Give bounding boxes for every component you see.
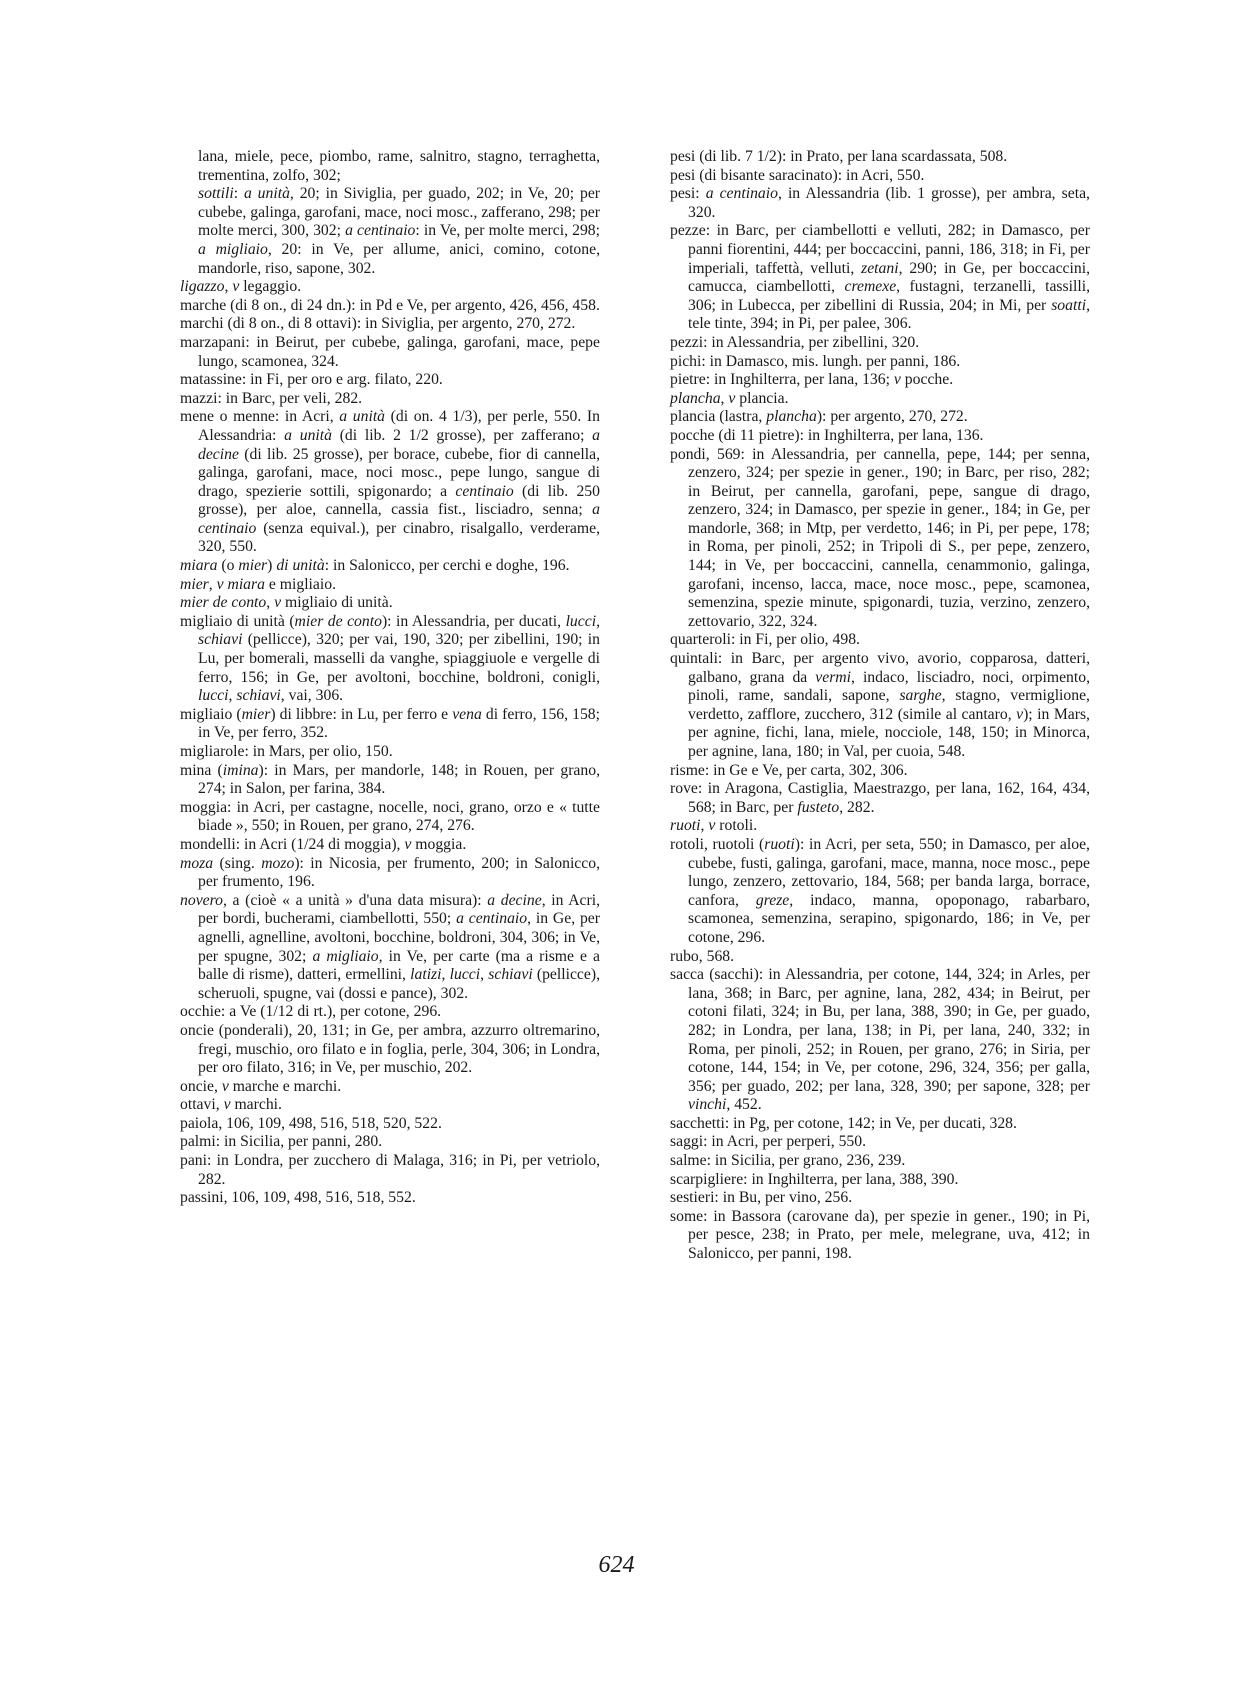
index-entry: marchi (di 8 on., di 8 ottavi): in Siviglia, per argento, 270, 272. — [180, 315, 576, 333]
index-entry: mier de conto, v migliaio di unità. — [180, 594, 393, 612]
right-column — [670, 148, 1090, 1264]
index-entry: sottili: a unità, 20; in Siviglia, per guado, 202; in Ve, 20; per cubebe, galinga, garofani, mace, noci mosc., zafferano, 298; per molte merci, 300, 302; a centinaio: in Ve, per molte merci, 298; a migliaio, 20: in Ve, per allume, anici, comino, cotone, mandorle, riso, sapone, 302. — [198, 185, 601, 277]
index-entry: pesi (di lib. 7 1/2): in Prato, per lana scardassata, 508. — [670, 148, 1008, 165]
index-entry: occhie: a Ve (1/12 di rt.), per cotone, 296. — [180, 1003, 442, 1021]
index-entry: pesi: a centinaio, in Alessandria (lib. 1 grosse), per ambra, seta, 320. — [670, 185, 1090, 221]
index-entry: risme: in Ge e Ve, per carta, 302, 306. — [670, 761, 908, 779]
index-entry: mazzi: in Barc, per veli, 282. — [180, 389, 363, 407]
index-entry: sacchetti: in Pg, per cotone, 142; in Ve, per ducati, 328. — [670, 1114, 1017, 1132]
index-entry: paiola, 106, 109, 498, 516, 518, 520, 522. — [180, 1114, 442, 1132]
index-entry: sestieri: in Bu, per vino, 256. — [670, 1189, 853, 1207]
index-entry: migliaio di unità (mier de conto): in Alessandria, per ducati, lucci, schiavi (pellicce), 320; per vai, 190, 320; per zibellini, 190; in Lu, per bomerali, masselli da vanghe, spiaggiuole e vergelle di ferro, 156; in Ge, per avoltoni, bocchine, boldroni, conigli, lucci, schiavi, vai, 306. — [180, 612, 600, 705]
index-entry: quintali: in Barc, per argento vivo, avorio, copparosa, datteri, galbano, grana da vermi, indaco, lisciadro, noci, orpimento, pinoli, rame, sandali, sapone, sarghe, stagno, vermiglione, verdetto, zafflore, zucchero, 312 (simile al cantaro, v); in Mars, per agnine, fichi, lana, miele, nocciole, 148, 150; in Minorca, per agnine, lana, 180; in Val, per cuoia, 548. — [670, 650, 1090, 760]
index-entry: some: in Bassora (carovane da), per spezie in gener., 190; in Pi, per pesce, 238; in Prato, per mele, melegrane, uva, 412; in Salonicco, per panni, 198. — [670, 1207, 1090, 1263]
index-entry: rubo, 568. — [670, 947, 735, 965]
index-entry: ligazzo, v legaggio. — [180, 278, 302, 296]
index-entry: salme: in Sicilia, per grano, 236, 239. — [670, 1152, 906, 1170]
index-entry: marzapani: in Beirut, per cubebe, galinga, garofani, mace, pepe lungo, scamonea, 324. — [180, 333, 600, 370]
index-entry: pietre: in Inghilterra, per lana, 136; v pocche. — [670, 371, 954, 389]
index-entry: plancha, v plancia. — [670, 389, 789, 407]
page-number: 624 — [598, 1552, 635, 1578]
index-entry: quarteroli: in Fi, per olio, 498. — [670, 631, 860, 649]
index-entry: oncie, v marche e marchi. — [180, 1077, 342, 1095]
index-entry: matassine: in Fi, per oro e arg. filato, 220. — [180, 371, 443, 389]
left-column — [180, 148, 600, 1208]
index-entry: rotoli, ruotoli (ruoti): in Acri, per seta, 550; in Damasco, per aloe, cubebe, fusti, galinga, garofani, mace, manna, noce mosc., pepe lungo, zenzero, zettovario, 184, 568; per banda larga, borrace, canfora, greze, indaco, manna, opoponago, rabarbaro, scamonea, semenzina, serapino, spigonardo, 186; in Ve, per cotone, 296. — [670, 835, 1091, 946]
index-entry: marche (di 8 on., di 24 dn.): in Pd e Ve, per argento, 426, 456, 458. — [180, 296, 600, 314]
index-entry: mene o menne: in Acri, a unità (di on. 4 1/3), per perle, 550. In Alessandria: a unità (di lib. 2 1/2 grosse), per zafferano; a decine (di lib. 25 grosse), per borace, cubebe, fior di cannella, galinga, garofani, mace, noci mosc., pepe lungo, sangue di drago, spezierie sottili, spigonardo; a centinaio (di lib. 250 grosse), per aloe, cannella, cassia fist., lisciadro, senna; a centinaio (senza equival.), per cinabro, risalgallo, verderame, 320, 550. — [180, 408, 600, 556]
index-entry: pichi: in Damasco, mis. lungh. per panni, 186. — [670, 352, 961, 370]
index-entry: moggia: in Acri, per castagne, nocelle, noci, grano, orzo e « tutte biade », 550; in Rouen, per grano, 274, 276. — [180, 798, 600, 835]
index-entry: migliaio (mier) di libbre: in Lu, per ferro e vena di ferro, 156, 158; in Ve, per ferro, 352. — [180, 705, 600, 742]
index-entry: pesi (di bisante saracinato): in Acri, 550. — [670, 166, 925, 184]
index-entry: sacca (sacchi): in Alessandria, per cotone, 144, 324; in Arles, per lana, 368; in Barc, per agnine, lana, 282, 434; in Beirut, per cotoni filati, 324; in Bu, per lana, 388, 390; in Ge, per guado, 282; in Londra, per lana, 138; in Pi, per lana, 240, 332; in Roma, per pinoli, 252; in Rouen, per grano, 276; in Siria, per cotone, 144, 154; in Ve, per cotone, 296, 324, 356; per galla, 356; per guado, 202; per lana, 328, 390; per sapone, 328; per vinchi, 452. — [670, 966, 1090, 1114]
index-entry: ruoti, v rotoli. — [670, 817, 758, 835]
index-entry: pondi, 569: in Alessandria, per cannella, pepe, 144; per senna, zenzero, 324; per spezie in gener., 190; in Barc, per riso, 282; in Beirut, per cannella, garofani, pepe, sangue di drago, zenzero, 324; in Damasco, per spezie in gener., 184; in Ge, per mandorle, 368; in Mtp, per verdetto, 146; in Pi, per pepe, 178; in Roma, per pinoli, 252; in Tripoli di S., per pepe, zenzero, 144; in Ve, per boccaccini, cannella, cenammonio, galinga, garofani, incenso, lacca, mace, noce mosc., pepe, scamonea, semenzina, spezie minute, spigonardi, tuzia, verzino, zenzero, zettovario, 322, 324. — [670, 445, 1090, 630]
index-entry: scarpigliere: in Inghilterra, per lana, 388, 390. — [670, 1170, 959, 1188]
index-entry: novero, a (cioè « a unità » d'una data misura): a decine, in Acri, per bordi, bucherami, ciambellotti, 550; a centinaio, in Ge, per agnelli, agnelline, avoltoni, bocchine, boldroni, 304, 306; in Ve, per spugne, 302; a migliaio, in Ve, per carte (ma a risme e a balle di risme), datteri, ermellini, latizi, lucci, schiavi (pellicce), scheruoli, spugne, vai (dossi e pance), 302. — [180, 891, 601, 1002]
index-entry: migliarole: in Mars, per olio, 150. — [180, 743, 393, 760]
index-entry: passini, 106, 109, 498, 516, 518, 552. — [180, 1189, 416, 1207]
index-entry: saggi: in Acri, per perperi, 550. — [670, 1133, 867, 1151]
index-entry: miara (o mier) di unità: in Salonicco, per cerchi e doghe, 196. — [180, 557, 570, 575]
index-entry: pezzi: in Alessandria, per zibellini, 320. — [670, 333, 920, 351]
index-entry: pezze: in Barc, per ciambellotti e velluti, 282; in Damasco, per panni fiorentini, 444; per boccaccini, panni, 186, 318; in Fi, per imperiali, taffettà, velluti, zetani, 290; in Ge, per boccaccini, camucca, ciambellotti, cremexe, fustagni, terzanelli, tassilli, 306; in Lubecca, per zibellini di Russia, 204; in Mi, per soatti, tele tinte, 394; in Pi, per palee, 306. — [670, 222, 1091, 333]
index-entry: mina (imina): in Mars, per mandorle, 148; in Rouen, per grano, 274; in Salon, per farina, 384. — [180, 761, 600, 798]
index-entry: palmi: in Sicilia, per panni, 280. — [180, 1133, 383, 1151]
index-entry: mondelli: in Acri (1/24 di moggia), v moggia. — [180, 835, 467, 853]
index-entry: oncie (ponderali), 20, 131; in Ge, per ambra, azzurro oltremarino, fregi, muschio, oro filato e in foglia, perle, 304, 306; in Londra, per oro filato, 316; in Ve, per muschio, 202. — [180, 1021, 600, 1077]
index-entry: rove: in Aragona, Castiglia, Maestrazgo, per lana, 162, 164, 434, 568; in Barc, per fusteto, 282. — [670, 780, 1090, 816]
index-entry: moza (sing. mozo): in Nicosia, per frumento, 200; in Salonicco, per frumento, 196. — [180, 854, 600, 891]
index-entry: pocche (di 11 pietre): in Inghilterra, per lana, 136. — [670, 426, 984, 444]
index-entry: plancia (lastra, plancha): per argento, 270, 272. — [670, 408, 968, 426]
index-entry: lana, miele, pece, piombo, rame, salnitro, stagno, terraghetta, trementina, zolfo, 302; — [198, 148, 600, 184]
index-entry: ottavi, v marchi. — [180, 1096, 282, 1114]
index-entry: pani: in Londra, per zucchero di Malaga, 316; in Pi, per vetriolo, 282. — [180, 1152, 600, 1188]
index-entry: mier, v miara e migliaio. — [180, 575, 336, 593]
